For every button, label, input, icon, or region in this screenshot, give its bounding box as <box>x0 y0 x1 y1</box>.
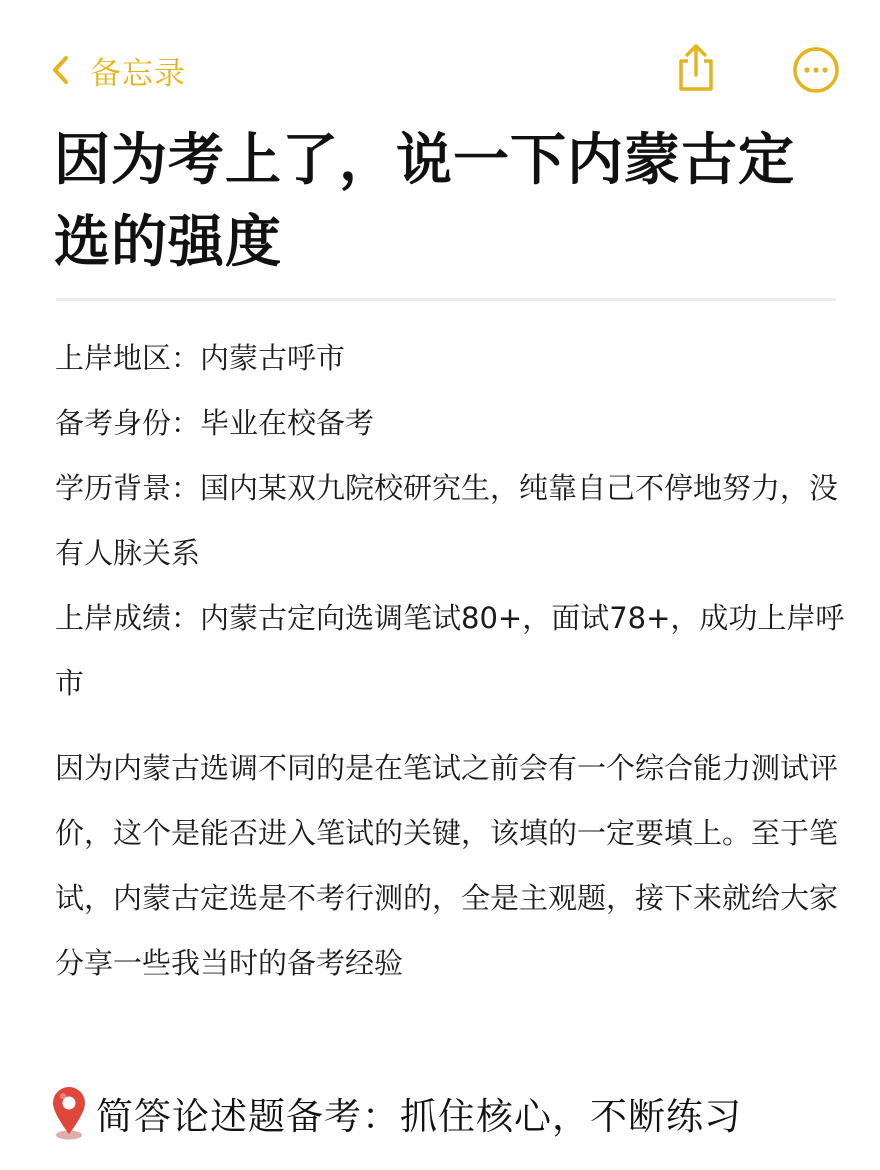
info-block <box>55 326 855 716</box>
info-line-identity: 备考身份：毕业在校备考 <box>55 406 375 440</box>
location-pin-icon <box>48 1084 90 1142</box>
info-line-education: 学历背景：国内某双九院校研究生，纯靠自己不停地努力，没有人脉关系 <box>55 471 839 570</box>
section-heading <box>48 1078 868 1148</box>
body-paragraph: 因为内蒙古选调不同的是在笔试之前会有一个综合能力测试评价，这个是能否进入笔试的关键，该填的一定要填上。至于笔试，内蒙古定选是不考行测的，全是主观题，接下来就给大家分享一些我当时的备考经验 <box>55 751 839 980</box>
title-divider <box>56 298 836 301</box>
navigation-bar <box>0 0 880 120</box>
note-title: 因为考上了，说一下内蒙古定选的强度 <box>54 128 795 275</box>
section-heading-text: 简答论述题备考：抓住核心，不断练习 <box>96 1095 742 1138</box>
info-line-score: 上岸成绩：内蒙古定向选调笔试80+，面试78+，成功上岸呼市 <box>55 601 845 700</box>
back-label: 备忘录 <box>90 55 186 92</box>
back-button[interactable] <box>52 48 186 92</box>
more-icon <box>792 79 840 98</box>
share-icon <box>672 79 720 98</box>
chevron-left-icon <box>52 55 70 85</box>
share-button[interactable] <box>672 42 720 94</box>
more-button[interactable] <box>792 46 840 94</box>
info-line-region: 上岸地区：内蒙古呼市 <box>55 341 346 375</box>
